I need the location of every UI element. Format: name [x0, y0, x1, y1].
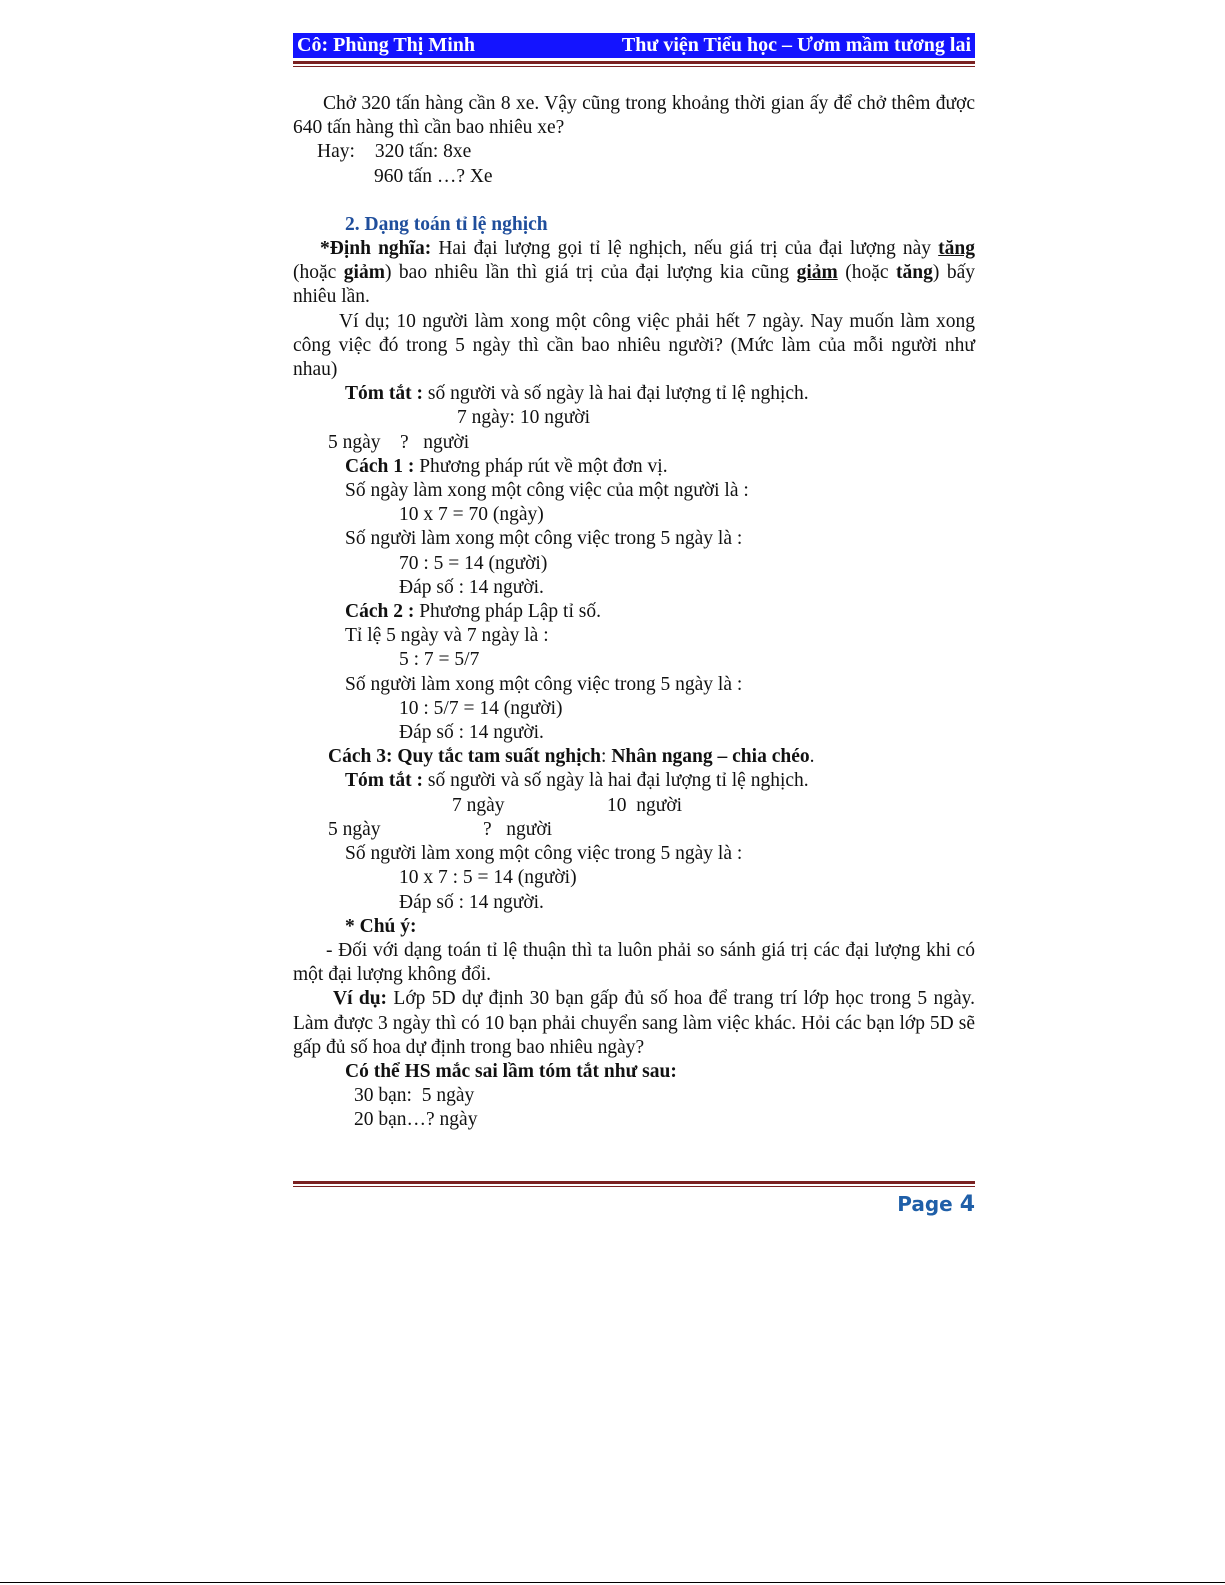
example-2-paragraph [293, 987, 975, 1060]
method-2-title [293, 600, 975, 624]
page-content [293, 92, 975, 1133]
method-1-text: Phương pháp rút về một đơn vị. [414, 455, 668, 477]
summary-line [293, 382, 975, 406]
method-2-calc-1: 5 : 7 = 5/7 [399, 649, 480, 671]
definition-text-3: ) bao nhiêu lần thì giá trị của đại lượng kia cũng [384, 262, 797, 284]
summary-2-label: Tóm tắt : [345, 770, 423, 792]
header-author: Cô: Phùng Thị Minh [297, 34, 476, 56]
method-3-label: Cách 3: Quy tắc tam suất nghịch [328, 746, 602, 768]
summary-2-text: số người và số ngày là hai đại lượng tỉ lệ nghịch. [422, 770, 809, 792]
method-3-step-1: Số người làm xong một công việc trong 5 ngày là : [345, 843, 743, 865]
mistake-heading-text: Có thể HS mắc sai lầm tóm tắt như sau: [345, 1060, 677, 1082]
summary-2-days-5: 5 ngày [328, 818, 381, 840]
footer-divider [293, 1181, 975, 1187]
method-3-answer: Đáp số : 14 người. [399, 891, 544, 913]
method-1-answer: Đáp số : 14 người. [399, 576, 544, 598]
definition-paragraph [293, 237, 975, 310]
method-2-label: Cách 2 : [345, 601, 415, 623]
page-label: Page [897, 1192, 953, 1216]
page-header [293, 33, 975, 58]
hay-line-1 [293, 140, 975, 164]
method-3-calc: 10 x 7 : 5 = 14 (người) [399, 867, 577, 889]
method-1-title [293, 455, 975, 479]
summary-2-row-2 [293, 818, 975, 842]
summary-2-people-10: 10 người [607, 794, 683, 816]
section-heading: 2. Dạng toán tỉ lệ nghịch [345, 213, 548, 235]
method-2-text: Phương pháp Lập tỉ số. [414, 601, 601, 623]
page-number [860, 1192, 975, 1217]
summary-2-days-7: 7 ngày [452, 794, 505, 816]
summary-row-2: 5 ngày ? người [328, 431, 470, 453]
summary-2-people-unknown: ? người [483, 818, 553, 840]
definition-giam: giảm [343, 262, 385, 284]
method-3-period: . [809, 746, 815, 768]
mistake-heading [293, 1060, 975, 1084]
example-paragraph: Ví dụ; 10 người làm xong một công việc phải hết 7 ngày. Nay muốn làm xong công việc đó trong 5 ngày thì cần bao nhiêu người? (Mức làm của mỗi người như nhau) [293, 310, 975, 381]
method-2-calc-2: 10 : 5/7 = 14 (người) [399, 697, 563, 719]
mistake-row-2: 20 bạn…? ngày [354, 1109, 478, 1131]
definition-tang-2: tăng [896, 262, 933, 284]
method-1-label: Cách 1 : [345, 455, 415, 477]
hay-value-1: 320 tấn: 8xe [374, 141, 472, 163]
method-2-answer: Đáp số : 14 người. [399, 722, 544, 744]
summary-label: Tóm tắt : [345, 383, 423, 405]
note-paragraph: - Đối với dạng toán tỉ lệ thuận thì ta luôn phải so sánh giá trị các đại lượng khi có một đại lượng không đổi. [293, 939, 975, 986]
note-heading [293, 915, 975, 939]
method-3-separator: : [601, 746, 612, 768]
summary-2-line [293, 769, 975, 793]
definition-text-2: (hoặc [293, 262, 344, 284]
page-number-value: 4 [959, 1192, 975, 1217]
hay-line-2: 960 tấn …? Xe [374, 165, 493, 187]
summary-row-1: 7 ngày: 10 người [457, 407, 590, 429]
summary-2-row-1 [293, 794, 975, 818]
method-1-calc-2: 70 : 5 = 14 (người) [399, 552, 548, 574]
definition-tang: tăng [938, 238, 975, 260]
summary-text: số người và số ngày là hai đại lượng tỉ lệ nghịch. [422, 383, 809, 405]
method-3-rule: Nhân ngang – chia chéo [611, 746, 810, 768]
method-1-step-1: Số ngày làm xong một công việc của một người là : [345, 480, 749, 502]
example-2-label: Ví dụ: [333, 988, 388, 1010]
header-library-title: Thư viện Tiểu học – Ươm mầm tương lai [621, 34, 971, 56]
definition-label: *Định nghĩa: [320, 238, 432, 260]
method-2-step-1: Tỉ lệ 5 ngày và 7 ngày là : [345, 625, 549, 647]
hay-label: Hay: [317, 141, 355, 163]
note-label: * Chú ý: [345, 915, 417, 937]
method-2-step-2: Số người làm xong một công việc trong 5 ngày là : [345, 673, 743, 695]
definition-text-5: ) bấy nhiêu lần. [293, 262, 975, 308]
definition-giam-2: giảm [796, 262, 838, 284]
definition-text-1: Hai đại lượng gọi tỉ lệ nghịch, nếu giá trị của đại lượng này [431, 238, 939, 260]
example-2-text: Lớp 5D dự định 30 bạn gấp đủ số hoa để trang trí lớp học trong 5 ngày. Làm được 3 ngày thì có 10 bạn phải chuyển sang làm việc khác. Hỏi các bạn lớp 5D sẽ gấp đủ số hoa dự định trong bao nhiêu ngày? [293, 988, 975, 1058]
header-divider [293, 61, 975, 67]
intro-paragraph: Chở 320 tấn hàng cần 8 xe. Vậy cũng trong khoảng thời gian ấy để chở thêm được 640 tấn hàng thì cần bao nhiêu xe? [293, 93, 975, 139]
definition-text-4: (hoặc [837, 262, 897, 284]
method-3-title [293, 745, 975, 769]
method-1-step-2: Số người làm xong một công việc trong 5 ngày là : [345, 528, 743, 550]
mistake-row-1: 30 bạn: 5 ngày [354, 1085, 475, 1107]
page-bottom-border [0, 1582, 1225, 1583]
method-1-calc-1: 10 x 7 = 70 (ngày) [399, 504, 544, 526]
